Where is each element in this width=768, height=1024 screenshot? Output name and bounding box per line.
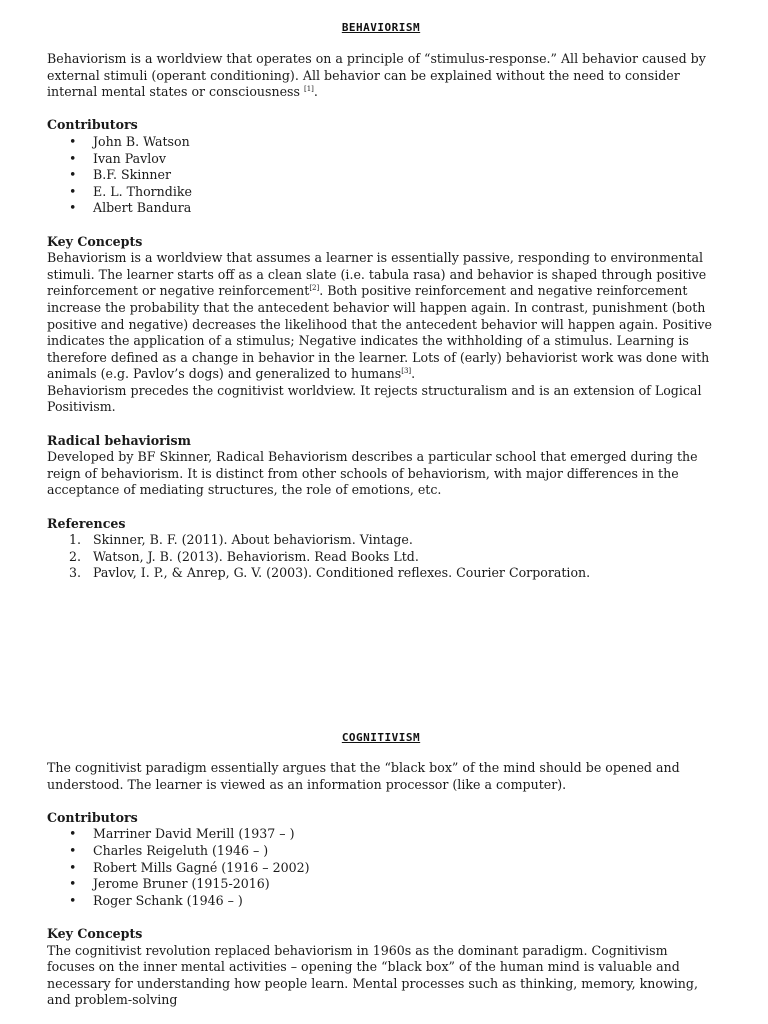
cognitivism-title: COGNITIVISM [341,731,421,744]
list-item: • Roger Schank (1946 – ) [47,893,715,910]
list-item: • Charles Reigeluth (1946 – ) [47,843,715,860]
cognitivism-key-concepts-heading: Key Concepts [47,925,143,941]
reference-item: 1. Skinner, B. F. (2011). About behaviorism. Vintage. [69,532,413,548]
key-concepts-paragraph: Behaviorism is a worldview that assumes a learner is essentially passive, responding to environmental stimuli. The learner starts off as a clean slate (i.e. tabula rasa) and behavior is shaped through positive reinforcement or negative reinforcement[2]. Both positive reinforcement and negative reinforcement increase the probability that the antecedent behavior will happen again. In contrast, punishment (both positive and negative) decreases the likelihood that the antecedent behavior will happen again. Positive indicates the application of a stimulus; Negative indicates the withholding of a stimulus. Learning is therefore defined as a change in behavior in the learner. Lots of (early) behaviorist work was done with animals (e.g. Pavlov’s dogs) and generalized to humans[3]. [47,250,712,382]
list-item: • Robert Mills Gagné (1916 – 2002) [47,860,715,877]
behaviorism-section [47,51,715,582]
citation-1: [1] [304,85,314,94]
list-item: • John B. Watson [47,134,715,151]
radical-behaviorism-heading: Radical behaviorism [47,432,191,448]
list-item: • E. L. Thorndike [47,184,715,201]
behaviorism-intro: Behaviorism is a worldview that operates on a principle of “stimulus-response.” All behavior caused by external stimuli (operant conditioning). All behavior can be explained without the need to consider internal mental states or consciousness [1]. [47,51,706,100]
cognitivism-section [47,760,715,1009]
list-item: • Ivan Pavlov [47,151,715,168]
reference-item: 2. Watson, J. B. (2013). Behaviorism. Read Books Ltd. [69,548,419,564]
reference-item: 3. Pavlov, I. P., & Anrep, G. V. (2003). Conditioned reflexes. Courier Corporation. [69,565,591,581]
cognitivism-intro: The cognitivist paradigm essentially argues that the “black box” of the mind should be opened and understood. The learner is viewed as an information processor (like a computer). [47,760,680,792]
key-concepts-heading: Key Concepts [47,233,143,249]
cognitivism-contributors-list [47,826,715,909]
contributors-heading: Contributors [47,117,138,133]
list-item: • Albert Bandura [47,200,715,217]
references-list [47,532,715,582]
citation-2: [2] [309,284,320,293]
list-item: • Jerome Bruner (1915-2016) [47,876,715,893]
cognitivism-contributors-heading: Contributors [47,809,138,825]
list-item: • Marriner David Merill (1937 – ) [47,826,715,843]
cognitivism-key-concepts-paragraph: The cognitivist revolution replaced behaviorism in 1960s as the dominant paradigm. Cognitivism focuses on the inner mental activities – opening the “black box” of the human mind is valuable and necessary for understanding how people learn. Mental processes such as thinking, memory, knowing, and problem-solving [47,942,698,1008]
references-heading: References [47,515,126,531]
citation-3: [3] [401,367,412,376]
behaviorism-title: BEHAVIORISM [341,21,421,34]
radical-behaviorism-paragraph: Developed by BF Skinner, Radical Behaviorism describes a particular school that emerged during the reign of behaviorism. It is distinct from other schools of behaviorism, with major differences in the acceptance of mediating structures, the role of emotions, etc. [47,449,698,498]
contributors-list [47,134,715,217]
list-item: • B.F. Skinner [47,167,715,184]
key-concepts-paragraph-2: Behaviorism precedes the cognitivist worldview. It rejects structuralism and is an extension of Logical Positivism. [47,382,702,415]
